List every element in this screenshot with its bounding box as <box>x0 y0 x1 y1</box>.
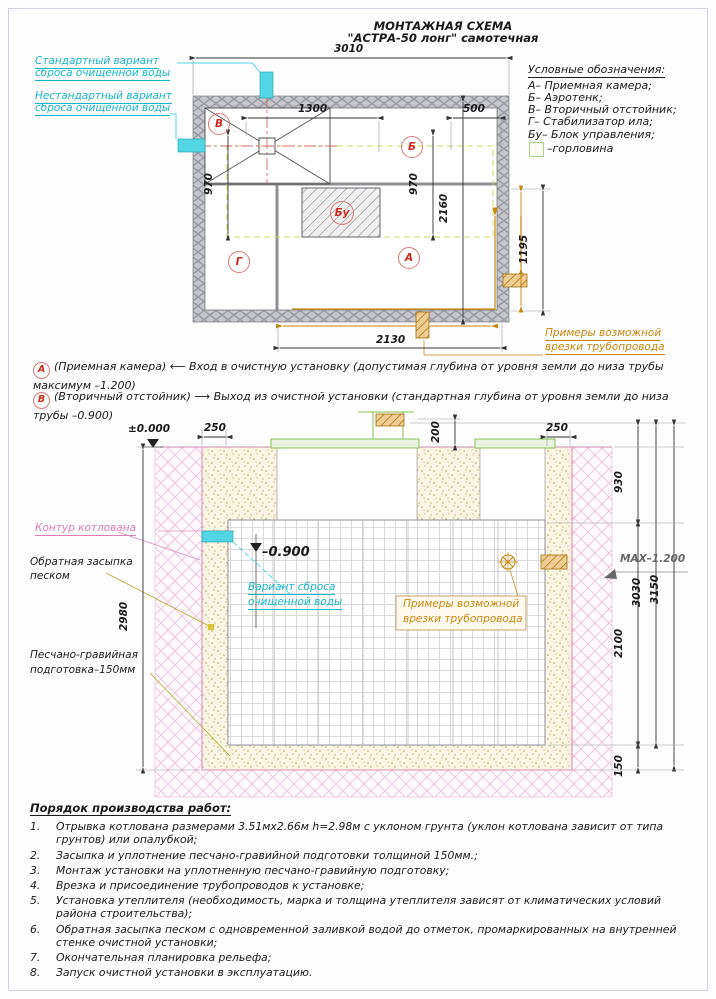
gorlovina-icon <box>529 142 544 157</box>
dim-250-right: 250 <box>546 422 568 434</box>
chamber-label-a: А <box>398 247 420 269</box>
pit-contour-label: Контур котлована <box>35 522 137 534</box>
note-outlet <box>33 390 689 423</box>
level-outlet: –0.900 <box>262 545 310 560</box>
dim-2130: 2130 <box>376 334 406 346</box>
chamber-label-bu: Бу <box>330 201 354 225</box>
discharge-variant-label-l1: Вариант сброса <box>248 581 336 593</box>
work-order-item: 3. Монтаж установки на уплотненную песчано-гравийную подготовку; <box>30 863 450 877</box>
note-inlet <box>33 360 689 393</box>
standard-discharge-label-l1: Стандартный вариант <box>35 55 160 67</box>
plan-view <box>170 58 551 355</box>
dim-930: 930 <box>612 471 625 494</box>
legend-item-bu: Бу– Блок управления; <box>528 128 655 141</box>
legend-item-a: А– Приемная камера; <box>528 79 652 92</box>
legend-item-b: Б– Аэротенк; <box>528 91 603 104</box>
chamber-label-v: В <box>208 113 230 135</box>
pipe-examples-plan-l2: врезки трубопровода <box>545 341 665 353</box>
dim-3150: 3150 <box>648 574 661 605</box>
drawing-subtitle: "АСТРА-50 лонг" самотечная <box>347 31 539 45</box>
pipe-examples-section-l1: Примеры возможной <box>403 598 520 610</box>
backfill-label-l1: Обратная засыпка <box>30 556 133 568</box>
standard-discharge-label-l2: сброса очищенной воды <box>35 67 171 79</box>
dim-150: 150 <box>612 755 625 778</box>
note-outlet-badge: В <box>33 392 50 409</box>
legend-title: Условные обозначения: <box>528 63 666 76</box>
dim-1195: 1195 <box>517 234 530 265</box>
nonstandard-discharge-label-l2: сброса очищенной воды <box>35 102 171 114</box>
level-zero: ±0.000 <box>128 423 171 435</box>
dim-250-left: 250 <box>204 422 226 434</box>
dim-2980: 2980 <box>117 601 130 632</box>
dim-200: 200 <box>429 421 442 444</box>
work-order-item: 2. Засыпка и уплотнение песчано-гравийной подготовки толщиной 150мм.; <box>30 848 478 862</box>
work-order-item: 1. Отрывка котлована размерами 3.51мх2.66м h=2.98м с уклоном грунта (уклон котлована зависит от типа грунтов) или опалубкой; <box>30 820 664 847</box>
note-inlet-badge: А <box>33 362 50 379</box>
legend-item-g: Г– Стабилизатор ила; <box>528 115 653 128</box>
nonstandard-discharge-label-l1: Нестандартный вариант <box>35 90 172 102</box>
dim-2100: 2100 <box>612 628 625 659</box>
dim-970-right: 970 <box>407 173 420 196</box>
pipe-examples-plan-l1: Примеры возможной <box>545 327 662 339</box>
dim-2160: 2160 <box>437 193 450 224</box>
dim-3030: 3030 <box>630 577 643 608</box>
work-order-item: 7. Окончательная планировка рельефа; <box>30 951 272 965</box>
work-order-item: 5. Установка утеплителя (необходимость, марка и толщина утеплителя зависят от климатических условий района строительства); <box>30 894 661 921</box>
dim-3010: 3010 <box>334 43 364 55</box>
pipe-examples-section-l2: врезки трубопровода <box>403 613 523 625</box>
level-max: МАХ–1.200 <box>620 553 686 565</box>
note-inlet-text: (Приемная камера) ⟵ Вход в очистную установку (допустимая глубина от уровня земли до низа трубы максимум –1.200) <box>33 360 664 392</box>
chamber-label-g: Г <box>228 251 250 273</box>
drawing-title: МОНТАЖНАЯ СХЕМА <box>373 19 513 33</box>
chamber-label-b: Б <box>401 136 423 158</box>
work-order-item: 4. Врезка и присоединение трубопроводов к установке; <box>30 879 365 893</box>
bedding-label-l2: подготовка–150мм <box>30 664 136 676</box>
dim-970-left: 970 <box>202 173 215 196</box>
dim-500: 500 <box>463 103 485 115</box>
work-order-item: 6. Обратная засыпка песком с одновременной заливкой водой до отметок, промаркированных на внутренней стенке очистной установки; <box>30 922 677 949</box>
note-outlet-text: (Вторичный отстойник) ⟶ Выход из очистной установки (стандартная глубина от уровня земли до низа трубы –0.900) <box>33 390 669 422</box>
backfill-label-l2: песком <box>30 570 70 582</box>
work-order <box>30 802 694 981</box>
section-view <box>106 412 688 797</box>
legend-item-gorlovina: –горловина <box>547 142 614 155</box>
work-order-item: 8. Запуск очистной установки в эксплуатацию. <box>30 966 313 980</box>
bedding-label-l1: Песчано-гравийная <box>30 649 138 661</box>
discharge-variant-label-l2: очищенной воды <box>248 596 343 608</box>
work-order-title: Порядок производства работ: <box>30 801 232 815</box>
legend-item-v: В– Вторичный отстойник; <box>528 103 677 116</box>
dim-1300: 1300 <box>298 103 328 115</box>
